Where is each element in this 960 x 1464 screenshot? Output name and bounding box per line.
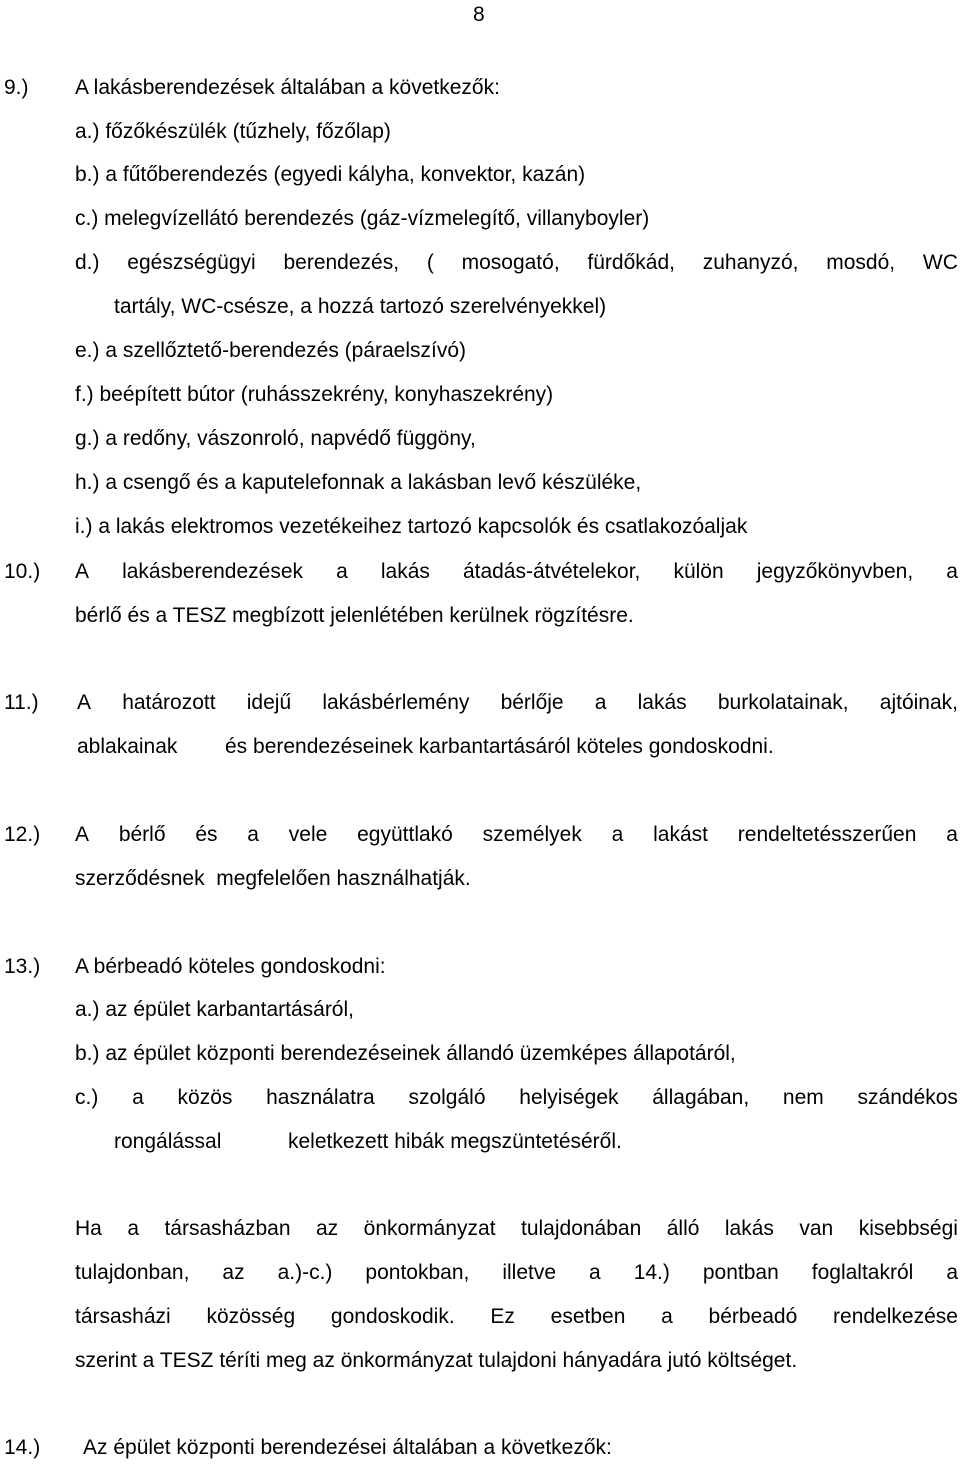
word: lakás xyxy=(724,1217,774,1240)
section-9-item-e: e.) a szellőztető-berendezés (páraelszívó) xyxy=(75,339,467,362)
word: a xyxy=(127,1217,139,1240)
section-13-item-b: b.) az épület központi berendezéseinek állandó üzemképes állapotáról, xyxy=(75,1042,736,1065)
word: a xyxy=(594,691,607,714)
word: a xyxy=(336,560,348,583)
section-13-intro: A bérbeadó köteles gondoskodni: xyxy=(75,955,386,978)
word: d.) xyxy=(75,251,100,274)
section-9-item-g: g.) a redőny, vászonroló, napvédő függöny, xyxy=(75,427,476,450)
section-11-number: 11.) xyxy=(4,691,39,714)
section-9-number: 9.) xyxy=(4,76,29,99)
word: a xyxy=(946,823,958,846)
word: gondoskodik. xyxy=(330,1305,455,1328)
word: a xyxy=(589,1261,601,1284)
word: határozott xyxy=(122,691,216,714)
word: külön xyxy=(673,560,724,583)
section-10-line1 xyxy=(75,561,958,582)
section-9-item-d-line1 xyxy=(75,252,958,273)
section-13-item-a: a.) az épület karbantartásáról, xyxy=(75,998,354,1021)
section-12-number: 12.) xyxy=(4,823,41,846)
section-9-item-d-line2: tartály, WC-csésze, a hozzá tartozó szerelvényekkel) xyxy=(114,295,607,318)
word: közös xyxy=(177,1086,233,1109)
word: a xyxy=(946,560,958,583)
word: Ez xyxy=(490,1305,515,1328)
section-13-paragraph-line2 xyxy=(75,1262,958,1283)
word: és xyxy=(195,823,218,846)
word: a xyxy=(661,1305,673,1328)
section-9-item-f: f.) beépített bútor (ruhásszekrény, konyhaszekrény) xyxy=(75,383,554,406)
word: társasházban xyxy=(164,1217,291,1240)
section-9-item-h: h.) a csengő és a kaputelefonnak a lakásban levő készüléke, xyxy=(75,471,642,494)
word: lakás xyxy=(380,560,430,583)
word: A xyxy=(75,560,90,583)
word: fürdőkád, xyxy=(587,251,675,274)
word: bérlője xyxy=(500,691,564,714)
word: a xyxy=(946,1261,958,1284)
word: közösség xyxy=(206,1305,296,1328)
word: kisebbségi xyxy=(858,1217,958,1240)
word: szolgáló xyxy=(408,1086,486,1109)
section-12-line2: szerződésnek megfelelően használhatják. xyxy=(75,867,471,890)
word: társasházi xyxy=(75,1305,171,1328)
word: lakást xyxy=(653,823,708,846)
section-11-line2-start: ablakainak xyxy=(77,735,178,758)
word: lakás xyxy=(637,691,687,714)
word: pontokban, xyxy=(365,1261,470,1284)
word: mosdó, xyxy=(826,251,896,274)
section-13-item-c-line2-start: rongálással xyxy=(114,1130,222,1153)
word: idejű xyxy=(246,691,292,714)
word: álló xyxy=(666,1217,700,1240)
word: használatra xyxy=(266,1086,375,1109)
section-13-item-c-line2-end: keletkezett hibák megszüntetéséről. xyxy=(288,1130,622,1153)
word: ( xyxy=(426,251,434,274)
word: pontban xyxy=(702,1261,779,1284)
word: az xyxy=(316,1217,339,1240)
word: együttlakó xyxy=(357,823,453,846)
word: berendezés, xyxy=(283,251,400,274)
word: bérlő xyxy=(118,823,166,846)
word: rendeltetésszerűen xyxy=(737,823,917,846)
word: lakásberendezések xyxy=(122,560,304,583)
word: jegyzőkönyvben, xyxy=(756,560,914,583)
word: a xyxy=(247,823,259,846)
word: helyiségek xyxy=(519,1086,619,1109)
section-9-intro: A lakásberendezések általában a következők: xyxy=(75,76,500,99)
section-11-line1 xyxy=(77,692,958,713)
word: A xyxy=(77,691,92,714)
word: tulajdonában xyxy=(521,1217,642,1240)
section-10-line2: bérlő és a TESZ megbízott jelenlétében kerülnek rögzítésre. xyxy=(75,604,634,627)
section-14-intro: Az épület központi berendezései általában a következők: xyxy=(83,1436,612,1459)
word: a xyxy=(132,1086,144,1109)
word: illetve xyxy=(502,1261,557,1284)
section-13-paragraph-line4: szerint a TESZ téríti meg az önkormányzat tulajdoni hányadára jutó költséget. xyxy=(75,1349,798,1372)
word: nem xyxy=(782,1086,824,1109)
word: a.)-c.) xyxy=(277,1261,333,1284)
word: esetben xyxy=(550,1305,626,1328)
word: zuhanyzó, xyxy=(702,251,799,274)
section-10-number: 10.) xyxy=(4,560,41,583)
word: ajtóinak, xyxy=(879,691,958,714)
word: Ha xyxy=(75,1217,102,1240)
word: A xyxy=(75,823,90,846)
word: a xyxy=(611,823,624,846)
page-number: 8 xyxy=(473,3,485,26)
word: 14.) xyxy=(633,1261,670,1284)
word: bérbeadó xyxy=(708,1305,798,1328)
section-9-item-b: b.) a fűtőberendezés (egyedi kályha, konvektor, kazán) xyxy=(75,163,586,186)
word: burkolatainak, xyxy=(717,691,849,714)
word: szándékos xyxy=(857,1086,958,1109)
word: átadás-átvételekor, xyxy=(462,560,641,583)
section-13-item-c-line1 xyxy=(75,1087,958,1108)
section-11-line2-end: és berendezéseinek karbantartásáról köteles gondoskodni. xyxy=(225,735,774,758)
word: vele xyxy=(288,823,328,846)
section-13-paragraph-line1 xyxy=(75,1218,958,1239)
section-9-item-a: a.) főzőkészülék (tűzhely, főzőlap) xyxy=(75,120,391,143)
word: c.) xyxy=(75,1086,99,1109)
section-9-item-c: c.) melegvízellátó berendezés (gáz-vízmelegítő, villanyboyler) xyxy=(75,207,650,230)
word: lakásbérlemény xyxy=(322,691,470,714)
word: önkormányzat xyxy=(363,1217,496,1240)
word: van xyxy=(799,1217,834,1240)
word: tulajdonban, xyxy=(75,1261,190,1284)
word: foglaltakról xyxy=(811,1261,914,1284)
word: az xyxy=(222,1261,245,1284)
word: állagában, xyxy=(652,1086,750,1109)
word: mosogató, xyxy=(461,251,560,274)
section-14-number: 14.) xyxy=(4,1436,41,1459)
word: rendelkezése xyxy=(833,1305,958,1328)
section-9-item-i: i.) a lakás elektromos vezetékeihez tartozó kapcsolók és csatlakozóaljak xyxy=(75,515,748,538)
word: egészségügyi xyxy=(127,251,256,274)
section-12-line1 xyxy=(75,824,958,845)
word: WC xyxy=(922,251,958,274)
section-13-number: 13.) xyxy=(4,955,41,978)
word: személyek xyxy=(482,823,582,846)
section-13-paragraph-line3 xyxy=(75,1306,958,1327)
